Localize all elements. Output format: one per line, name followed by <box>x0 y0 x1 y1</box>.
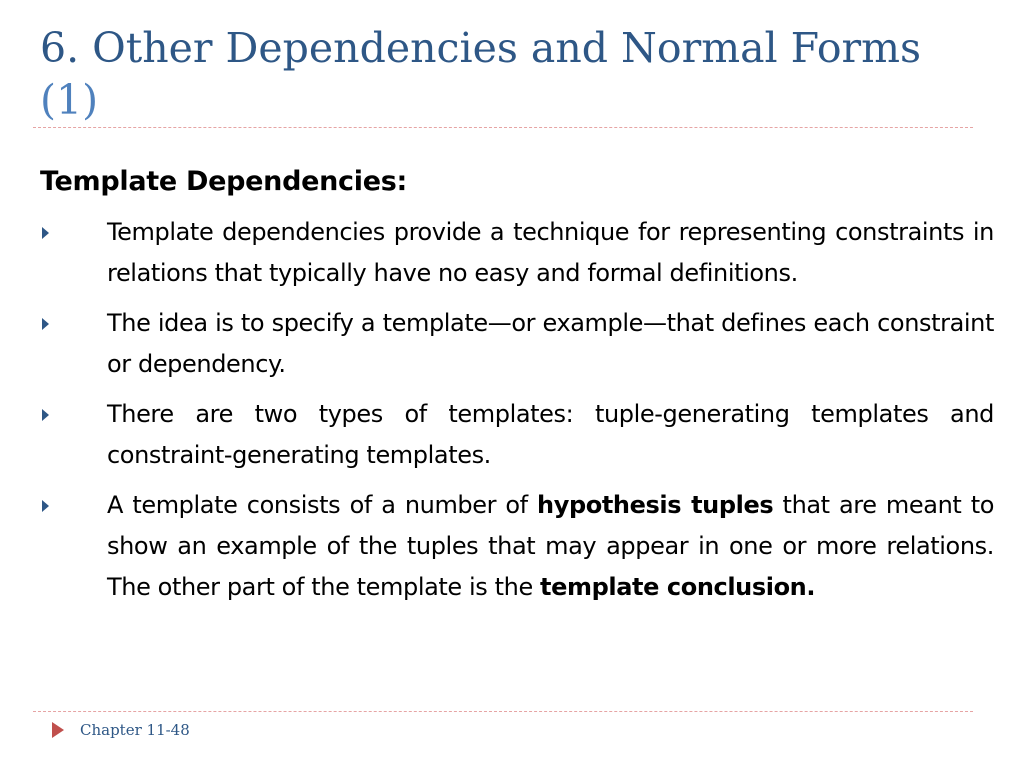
footer-divider <box>33 711 973 712</box>
triangle-right-icon <box>42 318 49 330</box>
slide-title-line1: 6. Other Dependencies and Normal Forms <box>40 24 922 72</box>
bullet-item <box>40 212 994 294</box>
triangle-right-icon <box>52 722 64 738</box>
section-heading: Template Dependencies: <box>40 166 407 197</box>
footer-chapter-label: Chapter 11-48 <box>80 721 190 739</box>
triangle-right-icon <box>42 409 49 421</box>
bold-term: template conclusion. <box>540 573 816 601</box>
bullet-text <box>107 485 994 608</box>
title-divider <box>33 127 973 128</box>
slide-body <box>40 162 994 617</box>
triangle-right-icon <box>42 227 49 239</box>
footer <box>52 721 190 739</box>
slide-title-line2: (1) <box>40 76 99 124</box>
slide-title <box>40 22 990 126</box>
bullet-item <box>40 303 994 385</box>
triangle-right-icon <box>42 500 49 512</box>
bullet-text-segment: There are two types of templates: tuple-generating templates and constraint-generating templates. <box>107 400 994 469</box>
bullet-item <box>40 485 994 608</box>
bullet-text-segment: that are meant to show an example of the tuples that may appear in one or more relations. The other part of the template is the <box>107 491 995 601</box>
bullet-list <box>40 212 994 608</box>
bullet-item <box>40 394 994 476</box>
bullet-text <box>107 394 994 476</box>
bullet-text-segment: A template consists of a number of <box>107 491 538 519</box>
bullet-text <box>107 212 994 294</box>
bullet-text <box>107 303 994 385</box>
bullet-text-segment: Template dependencies provide a technique for representing constraints in relations that typically have no easy and formal definitions. <box>107 218 994 287</box>
bold-term: hypothesis tuples <box>537 491 774 519</box>
bullet-text-segment: The idea is to specify a template—or example—that defines each constraint or dependency. <box>107 309 994 378</box>
